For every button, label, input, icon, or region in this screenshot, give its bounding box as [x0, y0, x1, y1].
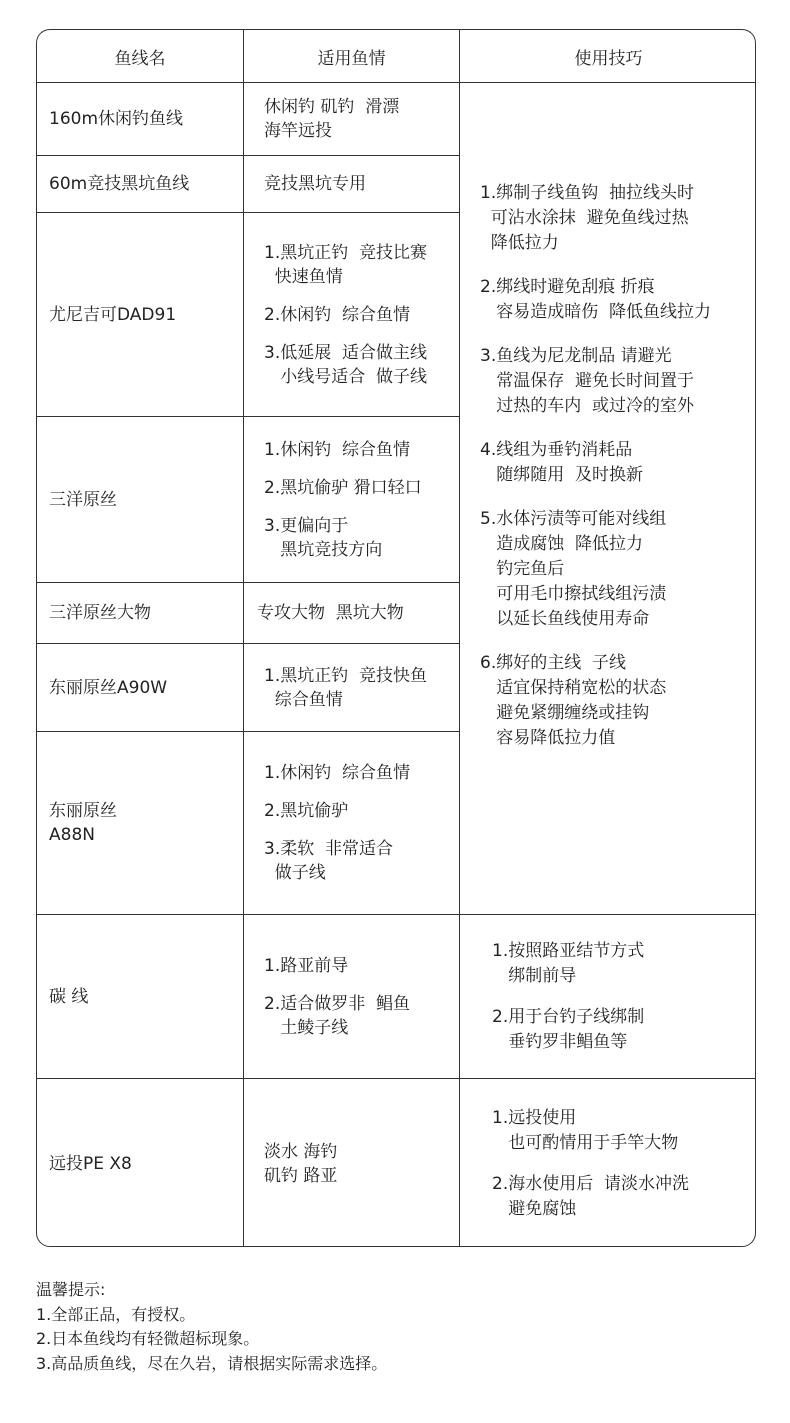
- tip-text: 避免腐蚀: [492, 1198, 577, 1219]
- tip-text: 垂钓罗非鲳鱼等: [492, 1031, 628, 1052]
- line-name-text: 60m竞技黑坑鱼线: [49, 174, 190, 194]
- condition-item: [264, 761, 459, 785]
- suitable-conditions: [244, 156, 459, 212]
- tip-text: 3.鱼线为尼龙制品 请避光: [480, 346, 672, 366]
- tip-text: 过热的车内 或过冷的室外: [480, 396, 695, 416]
- condition-item: [264, 664, 459, 712]
- suitable-conditions: [244, 417, 459, 582]
- line-name: [37, 213, 243, 416]
- tip-text: 容易造成暗伤 降低鱼线拉力: [480, 302, 712, 322]
- tip-text: 2.绑线时避免刮痕 折痕: [480, 277, 655, 297]
- tip-item: [480, 438, 756, 488]
- line-name: [37, 83, 243, 155]
- line-name: [37, 644, 243, 731]
- warm-tips-title: 温馨提示:: [36, 1280, 106, 1299]
- tip-text: 5.水体污渍等可能对线组: [480, 509, 667, 529]
- condition-text: 1.黑坑正钓 竞技比赛: [264, 242, 428, 263]
- tip-text: 1.按照路亚结节方式: [492, 940, 645, 961]
- tip-item: [480, 344, 756, 419]
- tip-item: [492, 1172, 756, 1222]
- condition-text: 专攻大物 黑坑大物: [257, 603, 404, 623]
- line-name: [37, 156, 243, 212]
- tip-text: 适宜保持稍宽松的状态: [480, 678, 667, 698]
- tip-text: 降低拉力: [480, 233, 559, 253]
- condition-text: 1.休闲钓 综合鱼情: [264, 763, 411, 783]
- line-name-text: 尤尼吉可DAD91: [49, 304, 177, 325]
- condition-text: 黑坑竞技方向: [264, 539, 383, 560]
- condition-item: [264, 799, 459, 823]
- condition-item: [264, 514, 459, 562]
- condition-item: [264, 303, 459, 327]
- condition-text: 做子线: [264, 863, 326, 883]
- tip-item: [480, 275, 756, 325]
- tip-text: 也可酌情用于手竿大物: [492, 1132, 679, 1153]
- tip-text: 1.远投使用: [492, 1107, 577, 1128]
- line-name: [37, 583, 243, 643]
- line-name-text: 东丽原丝: [49, 801, 117, 821]
- condition-text: 快速鱼情: [264, 266, 343, 287]
- tip-text: 以延长鱼线使用寿命: [480, 609, 650, 629]
- condition-text: 竞技黑坑专用: [264, 174, 366, 194]
- condition-item: [264, 341, 459, 389]
- line-name-text: 三洋原丝大物: [49, 603, 151, 623]
- tip-text: 容易降低拉力值: [480, 728, 616, 748]
- suitable-conditions: [244, 1079, 459, 1247]
- line-name-text: A88N: [49, 825, 95, 845]
- tip-text: 4.线组为垂钓消耗品: [480, 440, 633, 460]
- tip-item: [480, 181, 756, 256]
- condition-text: 1.黑坑正钓 竞技快鱼: [264, 665, 428, 686]
- condition-text: 1.路亚前导: [264, 955, 349, 976]
- warm-tip-line: 1.全部正品，有授权。: [36, 1304, 196, 1324]
- tip-text: 2.用于台钓子线绑制: [492, 1006, 645, 1027]
- usage-tips-carbon: [460, 915, 756, 1078]
- header-line-name: 鱼线名: [114, 48, 166, 69]
- condition-item: [264, 837, 459, 885]
- tip-item: [480, 651, 756, 751]
- condition-item: [264, 241, 459, 289]
- line-name-text: 东丽原丝A90W: [49, 677, 168, 698]
- line-name: [37, 732, 243, 914]
- tip-text: 绑制前导: [492, 965, 577, 986]
- condition-item: [264, 476, 459, 500]
- condition-text: 土鲮子线: [264, 1017, 349, 1038]
- suitable-conditions: [244, 732, 459, 914]
- suitable-conditions: [244, 83, 459, 155]
- line-name-text: 160m休闲钓鱼线: [49, 109, 184, 129]
- tip-text: 造成腐蚀 降低拉力: [480, 534, 644, 554]
- condition-text: 小线号适合 做子线: [264, 366, 428, 387]
- tip-item: [480, 507, 756, 632]
- condition-text: 1.休闲钓 综合鱼情: [264, 439, 411, 460]
- condition-text: 3.柔软 非常适合: [264, 839, 394, 859]
- condition-item: [264, 438, 459, 462]
- tip-item: [492, 1106, 756, 1156]
- line-name-text: 三洋原丝: [49, 489, 117, 510]
- condition-item: [264, 1140, 459, 1188]
- tip-text: 6.绑好的主线 子线: [480, 653, 627, 673]
- header-usage-tips: 使用技巧: [574, 48, 643, 69]
- suitable-conditions: [244, 644, 459, 731]
- tip-text: 常温保存 避免长时间置于: [480, 371, 695, 391]
- condition-item: [257, 601, 459, 625]
- tip-text: 避免紧绷缠绕或挂钩: [480, 703, 650, 723]
- tip-text: 钓完鱼后: [480, 559, 565, 579]
- warm-tips: [36, 1278, 387, 1376]
- condition-text: 3.低延展 适合做主线: [264, 342, 428, 363]
- line-name-text: 远投PE X8: [49, 1153, 132, 1174]
- condition-item: [264, 172, 459, 196]
- condition-item: [264, 992, 459, 1040]
- tip-item: [492, 939, 756, 989]
- condition-text: 综合鱼情: [264, 689, 343, 710]
- line-name: [37, 417, 243, 582]
- tip-text: 2.海水使用后 请淡水冲洗: [492, 1173, 690, 1194]
- line-name-text: 碳 线: [49, 986, 89, 1007]
- line-name: [37, 1079, 243, 1247]
- tip-text: 可用毛巾擦拭线组污渍: [480, 584, 667, 604]
- condition-text: 矶钓 路亚: [264, 1165, 338, 1186]
- tip-item: [492, 1005, 756, 1055]
- condition-item: [264, 954, 459, 978]
- condition-text: 淡水 海钓: [264, 1141, 338, 1162]
- suitable-conditions: [244, 213, 459, 416]
- suitable-conditions: [244, 583, 459, 643]
- condition-text: 2.黑坑偷驴 猾口轻口: [264, 477, 422, 498]
- warm-tip-line: 2.日本鱼线均有轻微超标现象。: [36, 1329, 260, 1348]
- condition-text: 2.适合做罗非 鲳鱼: [264, 993, 411, 1014]
- condition-text: 2.黑坑偷驴: [264, 801, 349, 821]
- condition-item: [264, 95, 459, 143]
- condition-text: 3.更偏向于: [264, 515, 349, 536]
- condition-text: 2.休闲钓 综合鱼情: [264, 304, 411, 325]
- suitable-conditions: [244, 915, 459, 1078]
- usage-tips-pe: [460, 1079, 756, 1247]
- header-suitable-conditions: 适用鱼情: [317, 48, 386, 69]
- condition-text: 海竿远投: [264, 121, 332, 141]
- warm-tip-line: 3.高品质鱼线，尽在久岩，请根据实际需求选择。: [36, 1353, 388, 1373]
- tip-text: 随绑随用 及时换新: [480, 465, 644, 485]
- tip-text: 可沾水涂抹 避免鱼线过热: [480, 208, 689, 228]
- condition-text: 休闲钓 矶钓 滑漂: [264, 97, 400, 117]
- usage-tips-main: [460, 83, 756, 914]
- tip-text: 1.绑制子线鱼钩 抽拉线头时: [480, 183, 695, 203]
- line-name: [37, 915, 243, 1078]
- fishing-line-table: [36, 29, 756, 1247]
